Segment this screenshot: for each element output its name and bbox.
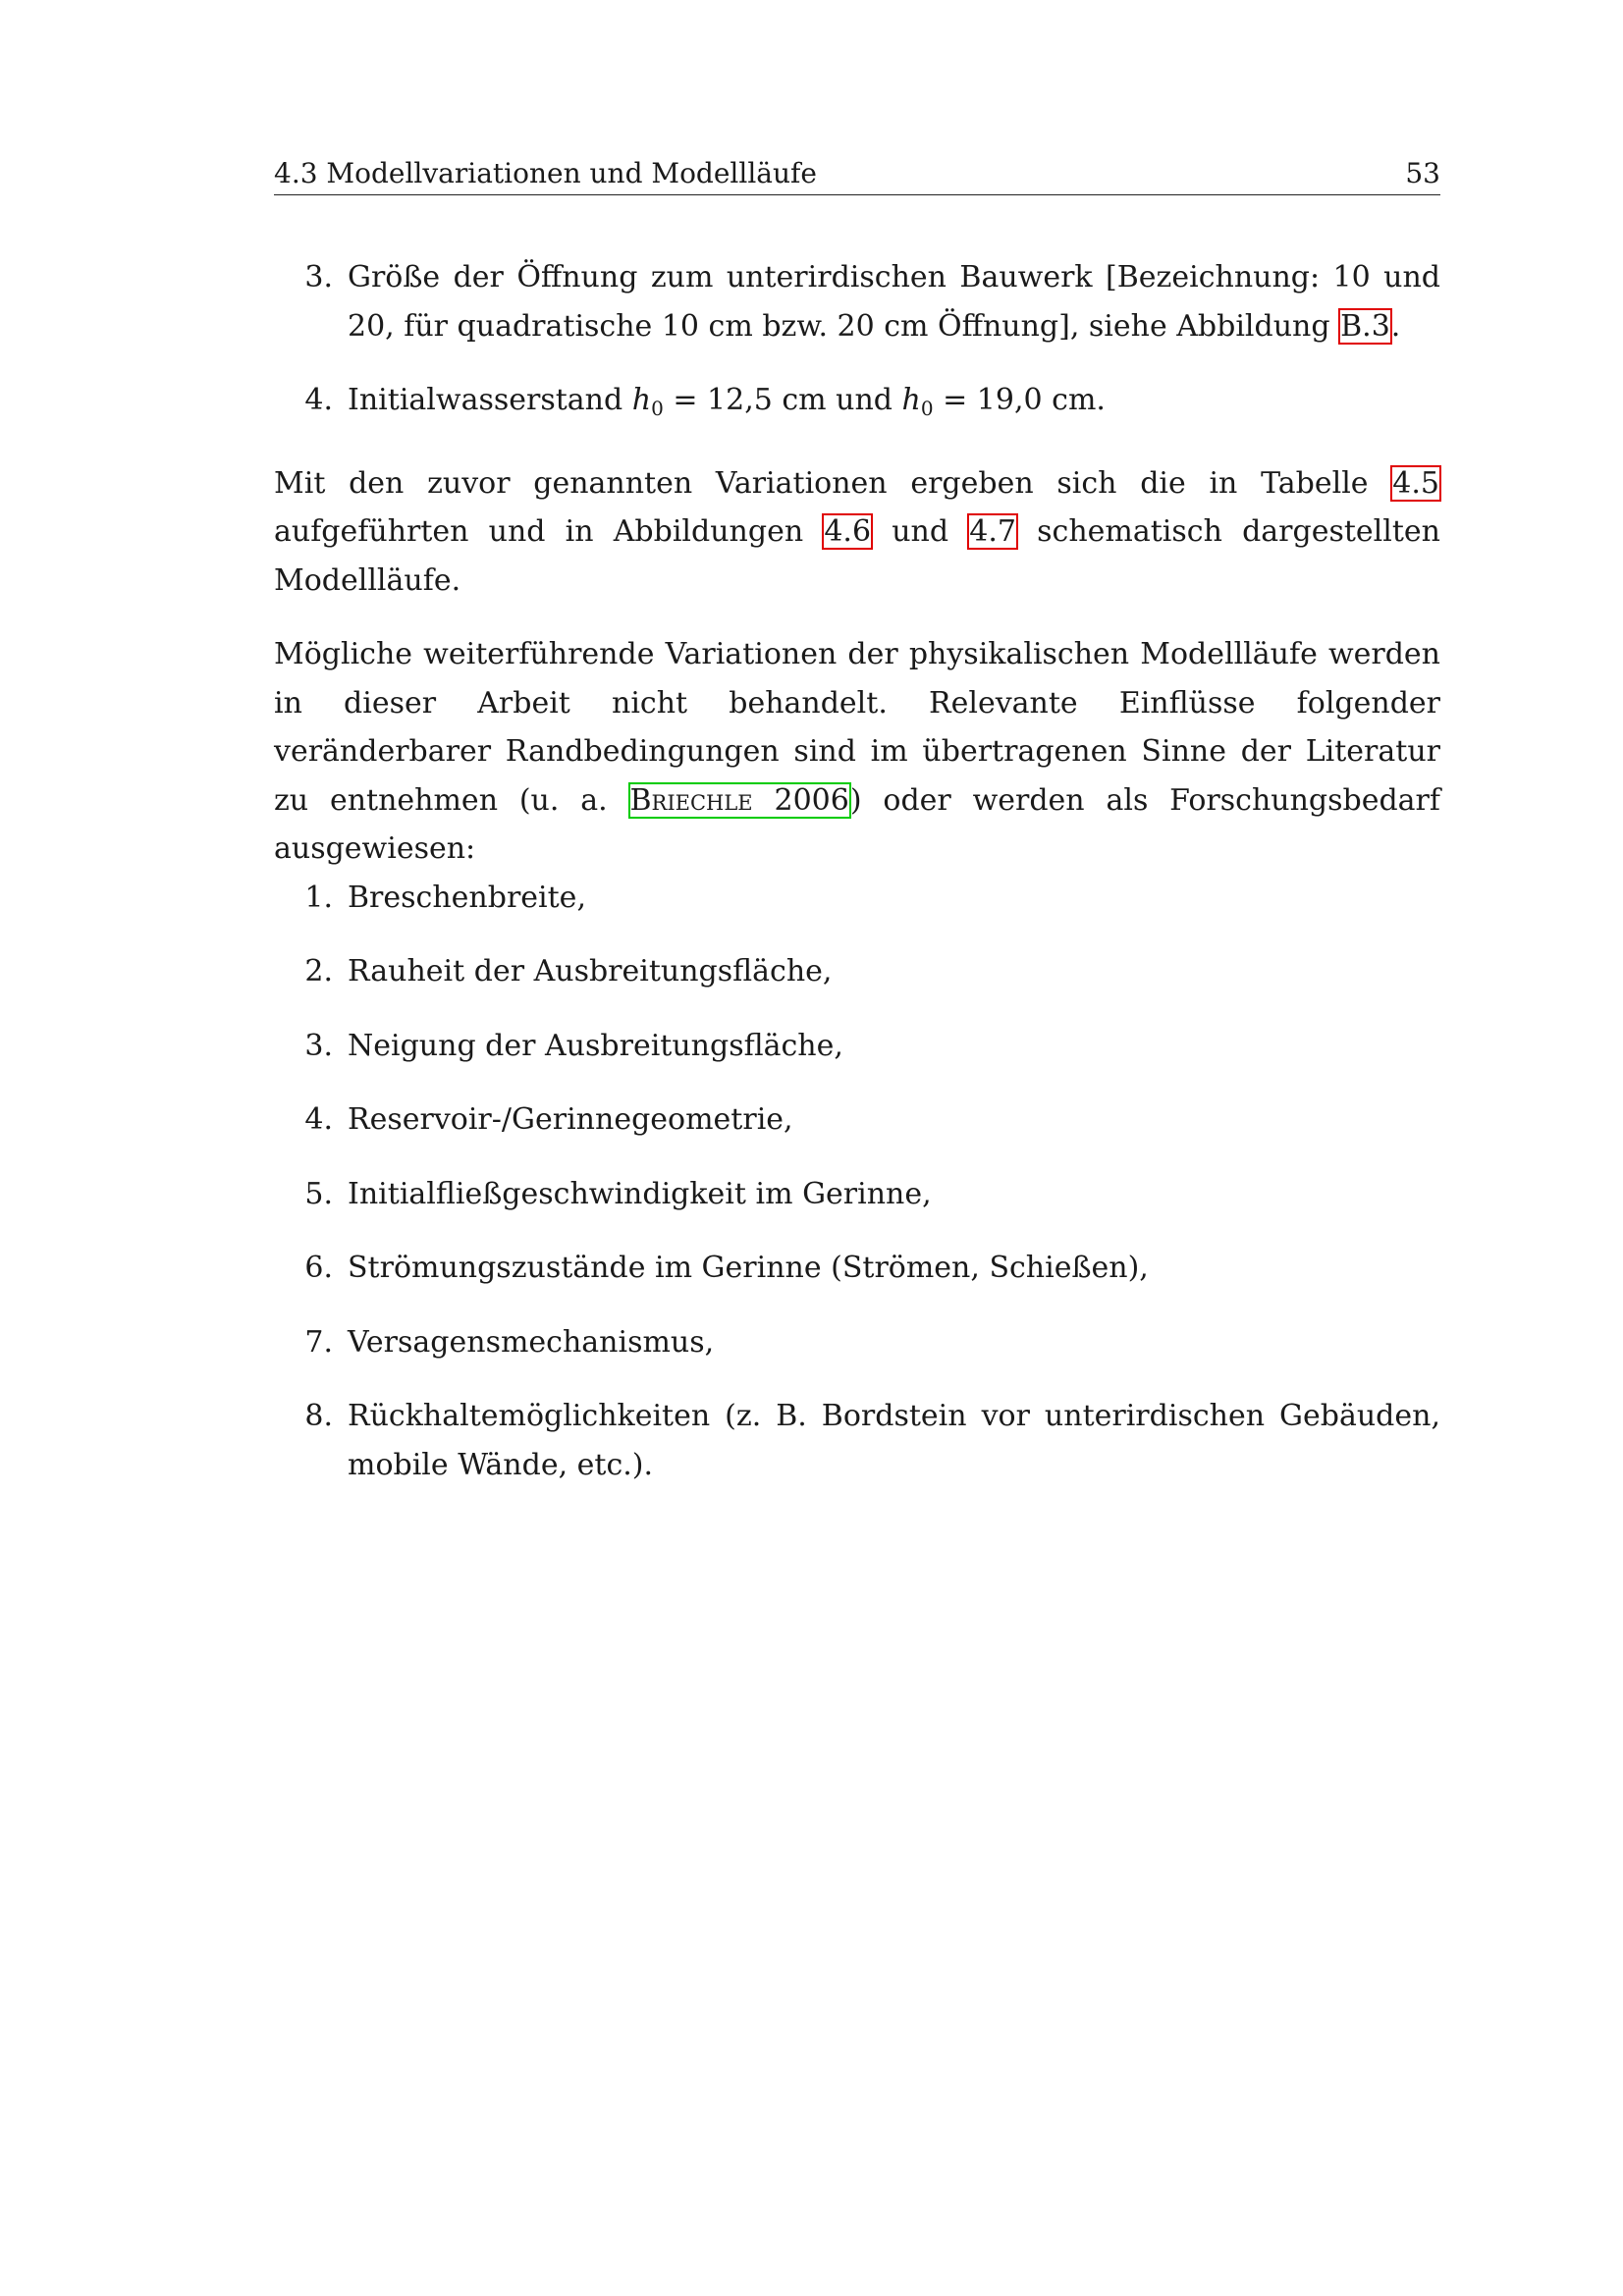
list-number: 3. xyxy=(304,1028,333,1063)
list-text: Rückhaltemöglichkeiten (z. B. Bordstein vor unterirdischen Gebäuden, mobile Wände, etc.). xyxy=(348,1399,1440,1482)
list-text-end: . xyxy=(1390,308,1401,344)
list-item xyxy=(274,1095,1440,1145)
paragraph-text: und xyxy=(872,514,969,549)
list-item xyxy=(274,1318,1440,1367)
page-number: 53 xyxy=(1405,157,1440,189)
list-text: Versagensmechanismus, xyxy=(348,1324,715,1360)
section-title: 4.3 Modellvariationen und Modellläufe xyxy=(274,157,817,189)
list-number: 2. xyxy=(304,954,333,988)
table-link-4-5[interactable]: 4.5 xyxy=(1392,465,1439,501)
math-subscript: 0 xyxy=(651,397,664,420)
citation-author: Briechle xyxy=(629,782,753,818)
list-number: 6. xyxy=(304,1251,333,1285)
list-item xyxy=(274,1022,1440,1071)
figure-link-b3[interactable]: B.3 xyxy=(1340,308,1390,344)
list-item xyxy=(274,376,1440,434)
equation-text: = 19,0 cm. xyxy=(933,383,1106,417)
list-number: 4. xyxy=(304,1102,333,1137)
running-header xyxy=(274,157,1440,195)
math-variable: h xyxy=(901,383,921,417)
list-text: Breschenbreite, xyxy=(348,880,586,915)
list-item xyxy=(274,1170,1440,1219)
body-text xyxy=(274,253,1440,1489)
list-number: 7. xyxy=(304,1324,333,1360)
list-item xyxy=(274,253,1440,350)
paragraph-text: aufgeführten und in Abbildungen xyxy=(274,514,824,549)
list-text: Reservoir-/Gerinnegeometrie, xyxy=(348,1102,793,1137)
paragraph-text: schematisch dargestellten Modellläufe. xyxy=(274,514,1440,598)
list-number: 8. xyxy=(304,1399,333,1433)
paragraph-text: Mögliche weiterführende Variationen der physikalischen Modellläufe werden in dieser Arbeit nicht behandelt. Relevante Einflüsse folgender veränderbarer Randbedingungen sind im übertragenen Sinne der Literatur zu entnehmen (u. a. xyxy=(274,637,1440,818)
list-number: 3. xyxy=(304,260,333,294)
math-variable: h xyxy=(631,383,652,417)
equation-text: = 12,5 cm und xyxy=(663,383,902,417)
citation-link-briechle[interactable] xyxy=(629,783,850,818)
figure-link-4-6[interactable]: 4.6 xyxy=(824,514,872,549)
list-text: Neigung der Ausbreitungsfläche, xyxy=(348,1028,843,1063)
list-item xyxy=(274,1244,1440,1293)
list-item xyxy=(274,947,1440,996)
list-text: Größe der Öffnung zum unterirdischen Bauwerk [Bezeichnung: 10 und 20, für quadratische 10 cm bzw. 20 cm Öffnung], siehe Abbildung xyxy=(348,260,1440,344)
list-item xyxy=(274,1392,1440,1489)
citation-year: 2006 xyxy=(774,782,849,818)
list-text: Initialfließgeschwindigkeit im Gerinne, xyxy=(348,1176,932,1211)
paragraph-model-runs xyxy=(274,459,1440,606)
boundary-conditions-list xyxy=(274,874,1440,1490)
list-text: Rauheit der Ausbreitungsfläche, xyxy=(348,954,833,988)
paragraph-further-variations xyxy=(274,630,1440,874)
list-item xyxy=(274,874,1440,923)
figure-link-4-7[interactable]: 4.7 xyxy=(969,514,1016,549)
list-text: Initialwasserstand xyxy=(348,383,632,417)
list-number: 4. xyxy=(304,383,333,417)
list-number: 5. xyxy=(304,1176,333,1211)
variation-list xyxy=(274,253,1440,434)
paragraph-text: ) oder werden als Forschungsbedarf ausgewiesen: xyxy=(274,782,1440,866)
list-number: 1. xyxy=(304,880,333,915)
math-subscript: 0 xyxy=(920,397,934,420)
paragraph-text: Mit den zuvor genannten Variationen ergeben sich die in Tabelle xyxy=(274,465,1392,501)
list-text: Strömungszustände im Gerinne (Strömen, Schießen), xyxy=(348,1251,1149,1285)
